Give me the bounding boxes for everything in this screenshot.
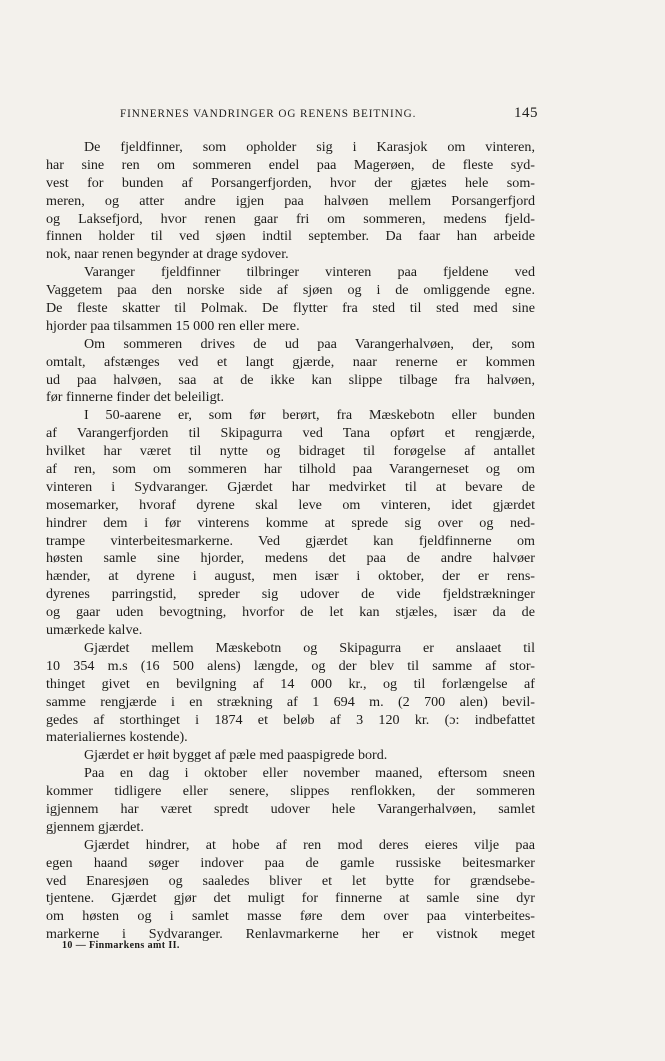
text-line: Gjærdet er høit bygget af pæle med paaspigrede bord.	[84, 747, 388, 764]
text-line: De fleste skatter til Polmak. De flytter fra sted til sted med sine	[46, 300, 535, 317]
text-line: 10 354 m.s (16 500 alens) længde, og der blev til samme af stor-	[46, 657, 535, 674]
text-line: mosemarker, hvoraf dyrene skal leve om vinteren, idet gjærdet	[46, 496, 535, 513]
text-line: meren, og atter andre igjen paa halvøen mellem Porsangerfjord	[46, 192, 535, 209]
text-line: umærkede kalve.	[46, 622, 143, 639]
page-header	[46, 104, 540, 126]
text-line: hænder, at dyrene i august, men især i oktober, der er rens-	[46, 568, 535, 585]
text-line: før finnerne finder det beleiligt.	[46, 389, 225, 406]
text-line: og gaar uden bevogtning, hvorfor de let kan stjæles, især da de	[46, 604, 535, 621]
text-line: materialiernes kostende).	[46, 729, 188, 746]
text-line: af Varangerfjorden til Skipagurra ved Tana opført et rengjærde,	[46, 425, 535, 442]
text-line: De fjeldfinner, som opholder sig i Karasjok om vinteren,	[84, 139, 535, 155]
body-text	[46, 139, 535, 944]
text-line: Gjærdet mellem Mæskebotn og Skipagurra er anslaaet til	[84, 639, 535, 656]
page-number: 145	[514, 105, 538, 121]
text-line: vinteren i Sydvaranger. Gjærdet har medvirket til at bevare de	[46, 478, 535, 495]
text-line: thinget givet en bevilgning af 14 000 kr., og til forlængelse af	[46, 675, 535, 692]
text-line: høsten samle sine hjorder, medens det paa de andre halvøer	[46, 550, 535, 567]
text-line: nok, naar renen begynder at drage sydover.	[46, 246, 289, 263]
text-line: Vaggetem paa den norske side af sjøen og i de omliggende egne.	[46, 282, 535, 299]
text-line: af ren, som om sommeren har tilhold paa Varangerneset og om	[46, 461, 535, 478]
text-line: I 50-aarene er, som før berørt, fra Mæskebotn eller bunden	[84, 407, 535, 424]
text-line: gjennem gjærdet.	[46, 818, 144, 835]
text-line: Gjærdet hindrer, at hobe af ren mod deres eieres vilje paa	[84, 836, 535, 853]
text-line: tjentene. Gjærdet gjør det muligt for finnerne at samle sine dyr	[46, 890, 535, 907]
text-line: trampe vinterbeitesmarkerne. Ved gjærdet kan fjeldfinnerne om	[46, 532, 535, 549]
text-line: gedes af storthinget i 1874 et beløb af 3 120 kr. (ɔ: indbefattet	[46, 711, 535, 728]
text-line: ud paa halvøen, saa at de ikke kan slippe tilbage fra halvøen,	[46, 371, 535, 388]
text-line: vest for bunden af Porsangerfjorden, hvor der gjætes hele som-	[46, 174, 535, 191]
text-line: dyrenes parringstid, spreder sig udover de vide fjeldstrækninger	[46, 586, 535, 603]
text-line: har sine ren om sommeren endel paa Magerøen, de fleste syd-	[46, 156, 535, 173]
printer-signature: 10 — Finmarkens amt II.	[62, 940, 180, 951]
text-line: og Laksefjord, hvor renen gaar fri om sommeren, medens fjeld-	[46, 210, 535, 227]
text-line: ved Enaresjøen og saaledes bliver et let bytte for grændsebe-	[46, 872, 535, 889]
text-line: finnen holder til ved sjøen indtil september. Da faar han arbeide	[46, 228, 535, 245]
text-line: omtalt, afstænges ved et langt gjærde, naar renerne er kommen	[46, 353, 535, 370]
text-line: hindrer dem i før vinterens komme at sprede sig over og ned-	[46, 514, 535, 531]
text-line: kommer tidligere eller senere, slippes renflokken, der sommeren	[46, 783, 535, 800]
running-title: FINNERNES VANDRINGER OG RENENS BEITNING.	[120, 108, 417, 120]
text-line: hvilket har været til nytte og bidraget til forøgelse af antallet	[46, 443, 535, 460]
text-line: egen haand søger indover paa de gamle russiske beitesmarker	[46, 854, 535, 871]
text-line: igjennem har været spredt udover hele Varangerhalvøen, samlet	[46, 800, 535, 817]
text-line: Paa en dag i oktober eller november maaned, eftersom sneen	[84, 765, 535, 782]
text-line: Om sommeren drives de ud paa Varangerhalvøen, der, som	[84, 335, 535, 352]
text-line: Varanger fjeldfinner tilbringer vinteren paa fjeldene ved	[84, 264, 535, 281]
text-line: markerne i Sydvaranger. Renlavmarkerne her er vistnok meget	[46, 926, 535, 943]
text-line: hjorder paa tilsammen 15 000 ren eller mere.	[46, 317, 300, 334]
text-line: om høsten og i samlet masse føre dem over paa vinterbeites-	[46, 908, 535, 925]
text-line: samme rengjærde i en strækning af 1 694 m. (2 700 alen) bevil-	[46, 693, 535, 710]
